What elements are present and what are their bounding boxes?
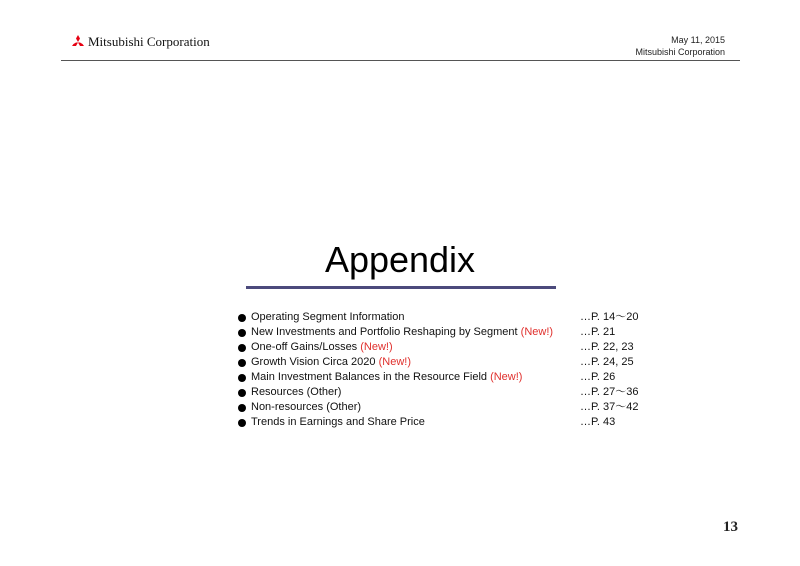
bullet-icon [238,419,246,427]
toc-item-page: …P. 26 [580,371,616,383]
toc-item-label: New Investments and Portfolio Reshaping by Segment (New!) [251,326,554,338]
toc-item-label: Main Investment Balances in the Resource Field (New!) [251,371,523,383]
toc-item-label: Resources (Other) [251,386,342,398]
page-title: Appendix [324,239,476,280]
new-tag: (New!) [490,371,523,383]
toc-item-page: …P. 37～42 [580,401,639,413]
three-diamonds-icon [70,35,86,49]
bullet-icon [238,329,246,337]
toc-item-page: …P. 14～20 [580,311,639,323]
header-meta [635,34,725,58]
header-date: May 11, 2015 [671,35,725,45]
bullet-icon [238,344,246,352]
page-header [0,0,800,62]
toc-item-page: …P. 21 [580,326,616,338]
toc-item-label: One-off Gains/Losses (New!) [251,341,393,353]
new-tag: (New!) [360,341,393,353]
toc-item [238,310,678,325]
header-company: Mitsubishi Corporation [635,47,725,57]
bullet-icon [238,359,246,367]
toc-item [238,325,678,340]
bullet-icon [238,404,246,412]
title-underline [246,286,556,289]
toc-item-label: Non-resources (Other) [251,401,362,413]
toc-item [238,370,678,385]
header-divider [61,60,740,61]
new-tag: (New!) [378,356,411,368]
toc-item-page: …P. 43 [580,416,616,428]
toc-item [238,355,678,370]
toc-item [238,340,678,355]
company-name: Mitsubishi Corporation [88,34,210,49]
toc-item [238,415,678,430]
table-of-contents [238,310,678,430]
bullet-icon [238,389,246,397]
bullet-icon [238,374,246,382]
toc-item [238,385,678,400]
company-logo [70,34,210,50]
page-number: 13 [723,519,738,535]
bullet-icon [238,314,246,322]
toc-item-page: …P. 24, 25 [580,356,634,368]
toc-item-page: …P. 22, 23 [580,341,634,353]
toc-item-page: …P. 27～36 [580,386,639,398]
toc-item-label: Growth Vision Circa 2020 (New!) [251,356,411,368]
toc-item [238,400,678,415]
new-tag: (New!) [520,326,554,338]
toc-item-label: Trends in Earnings and Share Price [251,416,425,428]
toc-item-label: Operating Segment Information [251,311,405,323]
